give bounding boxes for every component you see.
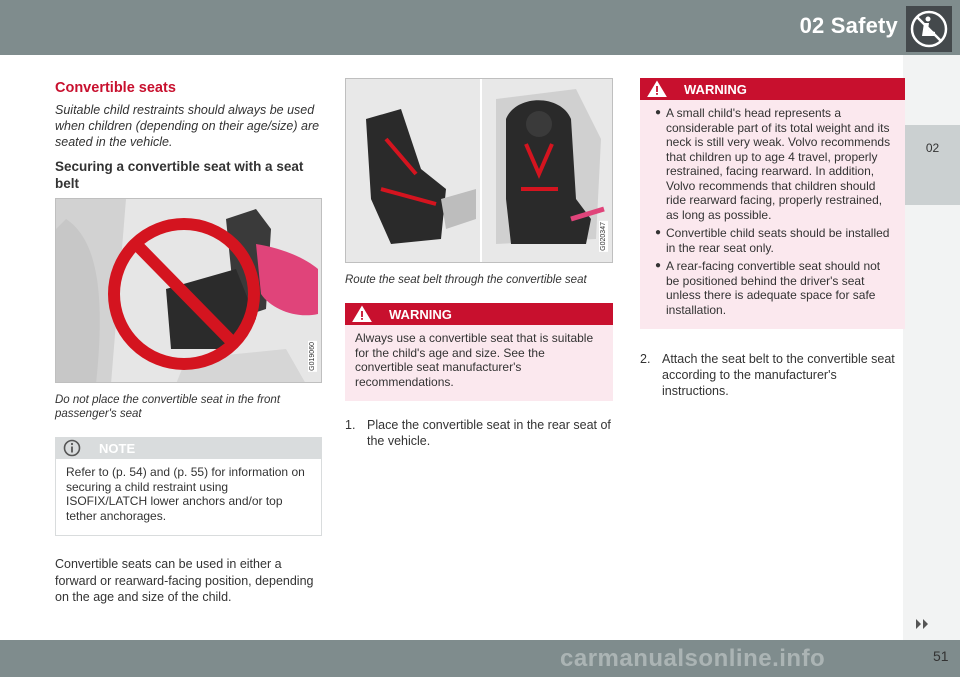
figure-code: G020347 [600, 222, 607, 251]
warning-header [345, 303, 613, 325]
note-body: Refer to (p. 54) and (p. 55) for information on securing a child restraint using ISOFIX/LATCH lower anchors and/or top tether anchorages. [55, 459, 322, 536]
chapter-title: 02 Safety [799, 13, 898, 38]
warning-bullets [650, 106, 895, 317]
step-text: Place the convertible seat in the rear seat of the vehicle. [367, 418, 611, 448]
step-text: Attach the seat belt to the convertible seat according to the manufacturer's instructions. [662, 352, 895, 398]
bullet-icon: ● [654, 227, 662, 238]
chapter-tab-label: 02 [925, 141, 940, 155]
warning-triangle-icon [351, 303, 373, 325]
chapter-tab[interactable] [903, 125, 960, 205]
body-paragraph: Convertible seats can be used in either a forward or rearward-facing position, depending on the age and size of the child. [55, 557, 314, 604]
step-1 [345, 417, 613, 449]
page-number: 51 [933, 648, 949, 664]
bullet-text: A small child's head represents a considerable part of its total weight and its neck is still very weak. Volvo recommends that children up to age 4 travel, properly restrained, facing rearward. In addition, Volvo recommends that children should ride rearward facing, properly restrained, as long as possible. [666, 106, 891, 222]
step-number: 1. [345, 418, 356, 432]
front-seat-illustration [56, 199, 322, 383]
warning-box [640, 78, 905, 329]
section-title: Convertible seats [55, 80, 176, 96]
column-3 [640, 78, 905, 399]
bullet-icon: ● [654, 107, 662, 118]
warning-body [640, 100, 905, 329]
list-item [650, 259, 895, 317]
warning-box [345, 303, 613, 401]
rear-seat-illustration [346, 79, 613, 263]
intro-text: Suitable child restraints should always be used when children (depending on their age/size) are seated in the vehicle. [55, 103, 320, 149]
note-title: NOTE [99, 440, 136, 456]
warning-body: Always use a convertible seat that is suitable for the child's age and size. See the convertible seat manufacturer's recommendations. [345, 325, 613, 401]
step-number: 2. [640, 352, 651, 366]
figure-code: G019060 [309, 342, 316, 371]
bullet-text: A rear-facing convertible seat should not be positioned behind the driver's seat unless there is adequate space for safe installation. [666, 259, 881, 317]
note-header [55, 437, 322, 459]
bullet-text: Convertible child seats should be installed in the rear seat only. [666, 226, 890, 255]
column-2 [345, 78, 613, 449]
note-box [55, 437, 322, 536]
column-1 [55, 78, 322, 606]
warning-title: WARNING [684, 81, 747, 97]
subheading: Securing a convertible seat with a seat belt [55, 159, 304, 191]
list-item [650, 226, 895, 255]
figure-caption: Route the seat belt through the convertible seat [345, 274, 587, 286]
rear-seat-figure [345, 78, 613, 263]
child-seat-icon [906, 6, 952, 52]
double-chevron-right-icon[interactable] [915, 618, 931, 632]
warning-triangle-icon [646, 78, 668, 100]
list-item [650, 106, 895, 222]
step-2 [640, 351, 905, 399]
warning-title: WARNING [389, 306, 452, 322]
front-seat-prohibited-figure [55, 198, 322, 383]
warning-header [640, 78, 905, 100]
bullet-icon: ● [654, 260, 662, 271]
info-icon [61, 437, 83, 459]
figure-caption: Do not place the convertible seat in the front passenger's seat [55, 394, 281, 420]
watermark: carmanualsonline.info [560, 645, 826, 672]
